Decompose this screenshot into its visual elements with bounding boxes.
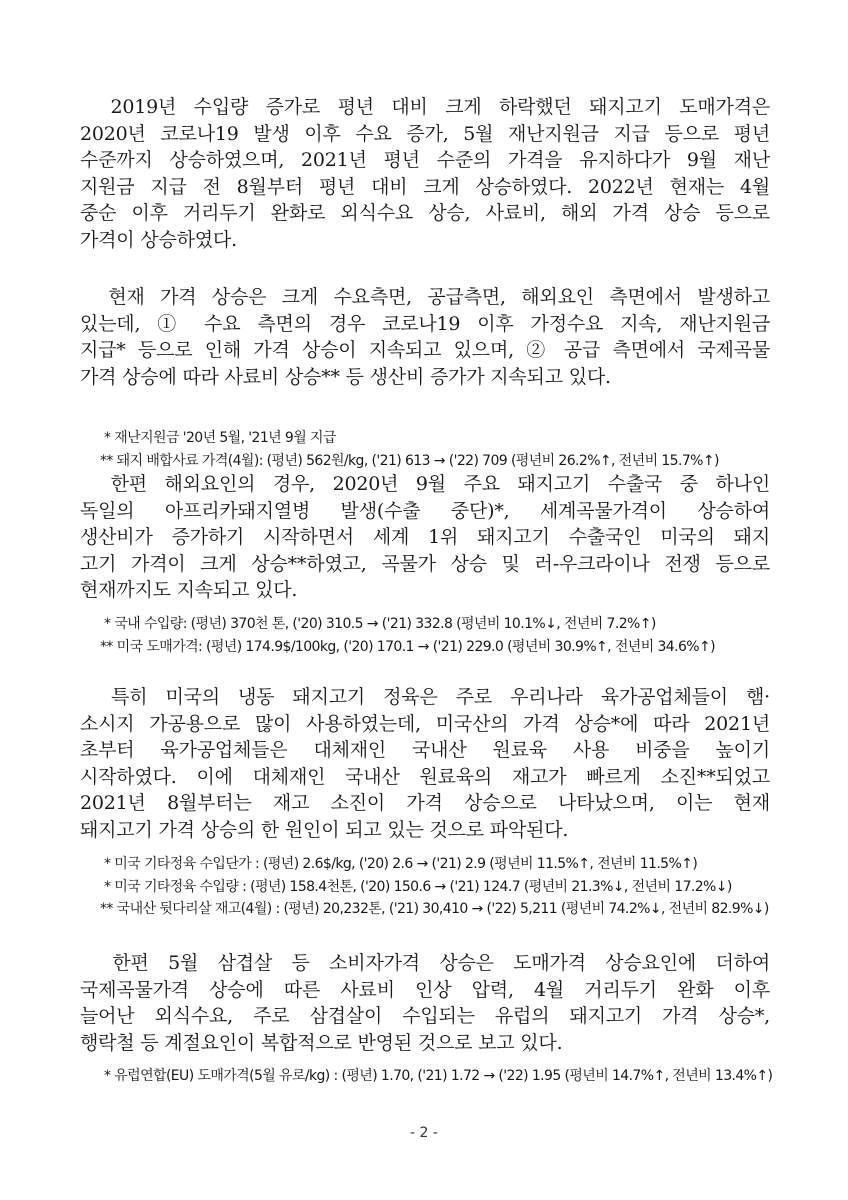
paragraph-line: 한편 해외요인의 경우, 2020년 9월 주요 돼지고기 수출국 중 하나인 [80,473,770,495]
paragraph-line: 현재 가격 상승은 크게 수요측면, 공급측면, 해외요인 측면에서 발생하고 [80,286,770,308]
paragraph-line: 소시지 가공용으로 많이 사용하였는데, 미국산의 가격 상승*에 따라 2021년 [80,712,770,735]
paragraph-line: 있는데, ① 수요 측면의 경우 코로나19 이후 가정수요 지속, 재난지원금 [80,312,770,335]
paragraph-line: 중순 이후 거리두기 완화로 외식수요 상승, 사료비, 해외 가격 상승 등으로 [80,202,770,225]
footnote: * 미국 기타정육 수입단가 : (평년) 2.6$/kg, ('20) 2.6 → ('21) 2.9 (평년비 11.5%↑, 전년비 11.5%↑) [104,856,698,872]
paragraph-4 [80,684,770,844]
footnotes-2 [80,613,780,658]
footnote: ** 국내산 뒷다리살 재고(4월) : (평년) 20,232톤, ('21) 30,410 → ('22) 5,211 (평년비 74.2%↓, 전년비 82.9%↓) [100,901,769,917]
footnote: * 재난지원금 '20년 5월, '21년 9월 지급 [104,430,336,446]
paragraph-line: 수준까지 상승하였으며, 2021년 평년 수준의 가격을 유지하다가 9월 재난 [80,149,770,172]
paragraph-line: 독일의 아프리카돼지열병 발생(수출 중단)*, 세계곡물가격이 상승하여 [80,499,770,522]
paragraph-line: 가격 상승에 따라 사료비 상승** 등 생산비 증가가 지속되고 있다. [80,365,611,388]
paragraph-line: 가격이 상승하였다. [80,228,237,251]
paragraph-line: 돼지고기 가격 상승의 한 원인이 되고 있는 것으로 파악된다. [80,818,569,841]
paragraph-line: 2021년 8월부터는 재고 소진이 가격 상승으로 나타났으며, 이는 현재 [80,792,770,815]
footnote: ** 돼지 배합사료 가격(4월): (평년) 562원/kg, ('21) 613 → ('22) 709 (평년비 26.2%↑, 전년비 15.7%↑) [100,452,719,469]
paragraph-line: 시작하였다. 이에 대체재인 국내산 원료육의 재고가 빠르게 소진**되었고 [80,765,770,788]
paragraph-line: 국제곡물가격 상승에 따른 사료비 인상 압력, 4월 거리두기 완화 이후 [80,978,770,1001]
paragraph-line: 특히 미국의 냉동 돼지고기 정육은 주로 우리나라 육가공업체들이 햄· [80,686,770,708]
footnotes-4 [80,1065,780,1088]
footnotes-1 [80,427,780,472]
paragraph-line: 2020년 코로나19 발생 이후 수요 증가, 5월 재난지원금 지급 등으로 평년 [80,122,770,145]
paragraph-line: 고기 가격이 크게 상승**하였고, 곡물가 상승 및 러-우크라이나 전쟁 등으로 [80,552,770,575]
paragraph-1 [80,94,770,254]
footnotes-3 [80,853,780,921]
footnote: * 국내 수입량: (평년) 370천 톤, ('20) 310.5 → ('21) 332.8 (평년비 10.1%↓, 전년비 7.2%↑) [104,616,656,632]
footnote: ** 미국 도매가격: (평년) 174.9$/100kg, ('20) 170.1 → ('21) 229.0 (평년비 30.9%↑, 전년비 34.6%↑) [100,638,715,655]
footnote: * 미국 기타정육 수입량 : (평년) 158.4천톤, ('20) 150.6 → ('21) 124.7 (평년비 21.3%↓, 전년비 17.2%↓) [104,878,732,895]
paragraph-2 [80,284,770,390]
page-number: - 2 - [410,1125,438,1141]
paragraph-5 [80,950,770,1056]
paragraph-line: 생산비가 증가하기 시작하면서 세계 1위 돼지고기 수출국인 미국의 돼지 [80,526,770,549]
paragraph-line: 2019년 수입량 증가로 평년 대비 크게 하락했던 돼지고기 도매가격은 [80,96,770,118]
paragraph-line: 행락철 등 계절요인이 복합적으로 반영된 것으로 보고 있다. [80,1031,563,1054]
footnote: * 유럽연합(EU) 도매가격(5월 유로/kg) : (평년) 1.70, ('21) 1.72 → ('22) 1.95 (평년비 14.7%↑, 전년비 13.4%↑) [104,1068,773,1084]
paragraph-line: 초부터 육가공업체들은 대체재인 국내산 원료육 사용 비중을 높이기 [80,739,770,762]
paragraph-line: 늘어난 외식수요, 주로 삼겹살이 수입되는 유럽의 돼지고기 가격 상승*, [80,1005,770,1028]
paragraph-line: 한편 5월 삼겹살 등 소비자가격 상승은 도매가격 상승요인에 더하여 [80,952,770,974]
paragraph-line: 현재까지도 지속되고 있다. [80,579,298,602]
paragraph-3 [80,471,770,604]
paragraph-line: 지원금 지급 전 8월부터 평년 대비 크게 상승하였다. 2022년 현재는 4월 [80,175,770,198]
paragraph-line: 지급* 등으로 인해 가격 상승이 지속되고 있으며, ② 공급 측면에서 국제곡물 [80,339,770,362]
